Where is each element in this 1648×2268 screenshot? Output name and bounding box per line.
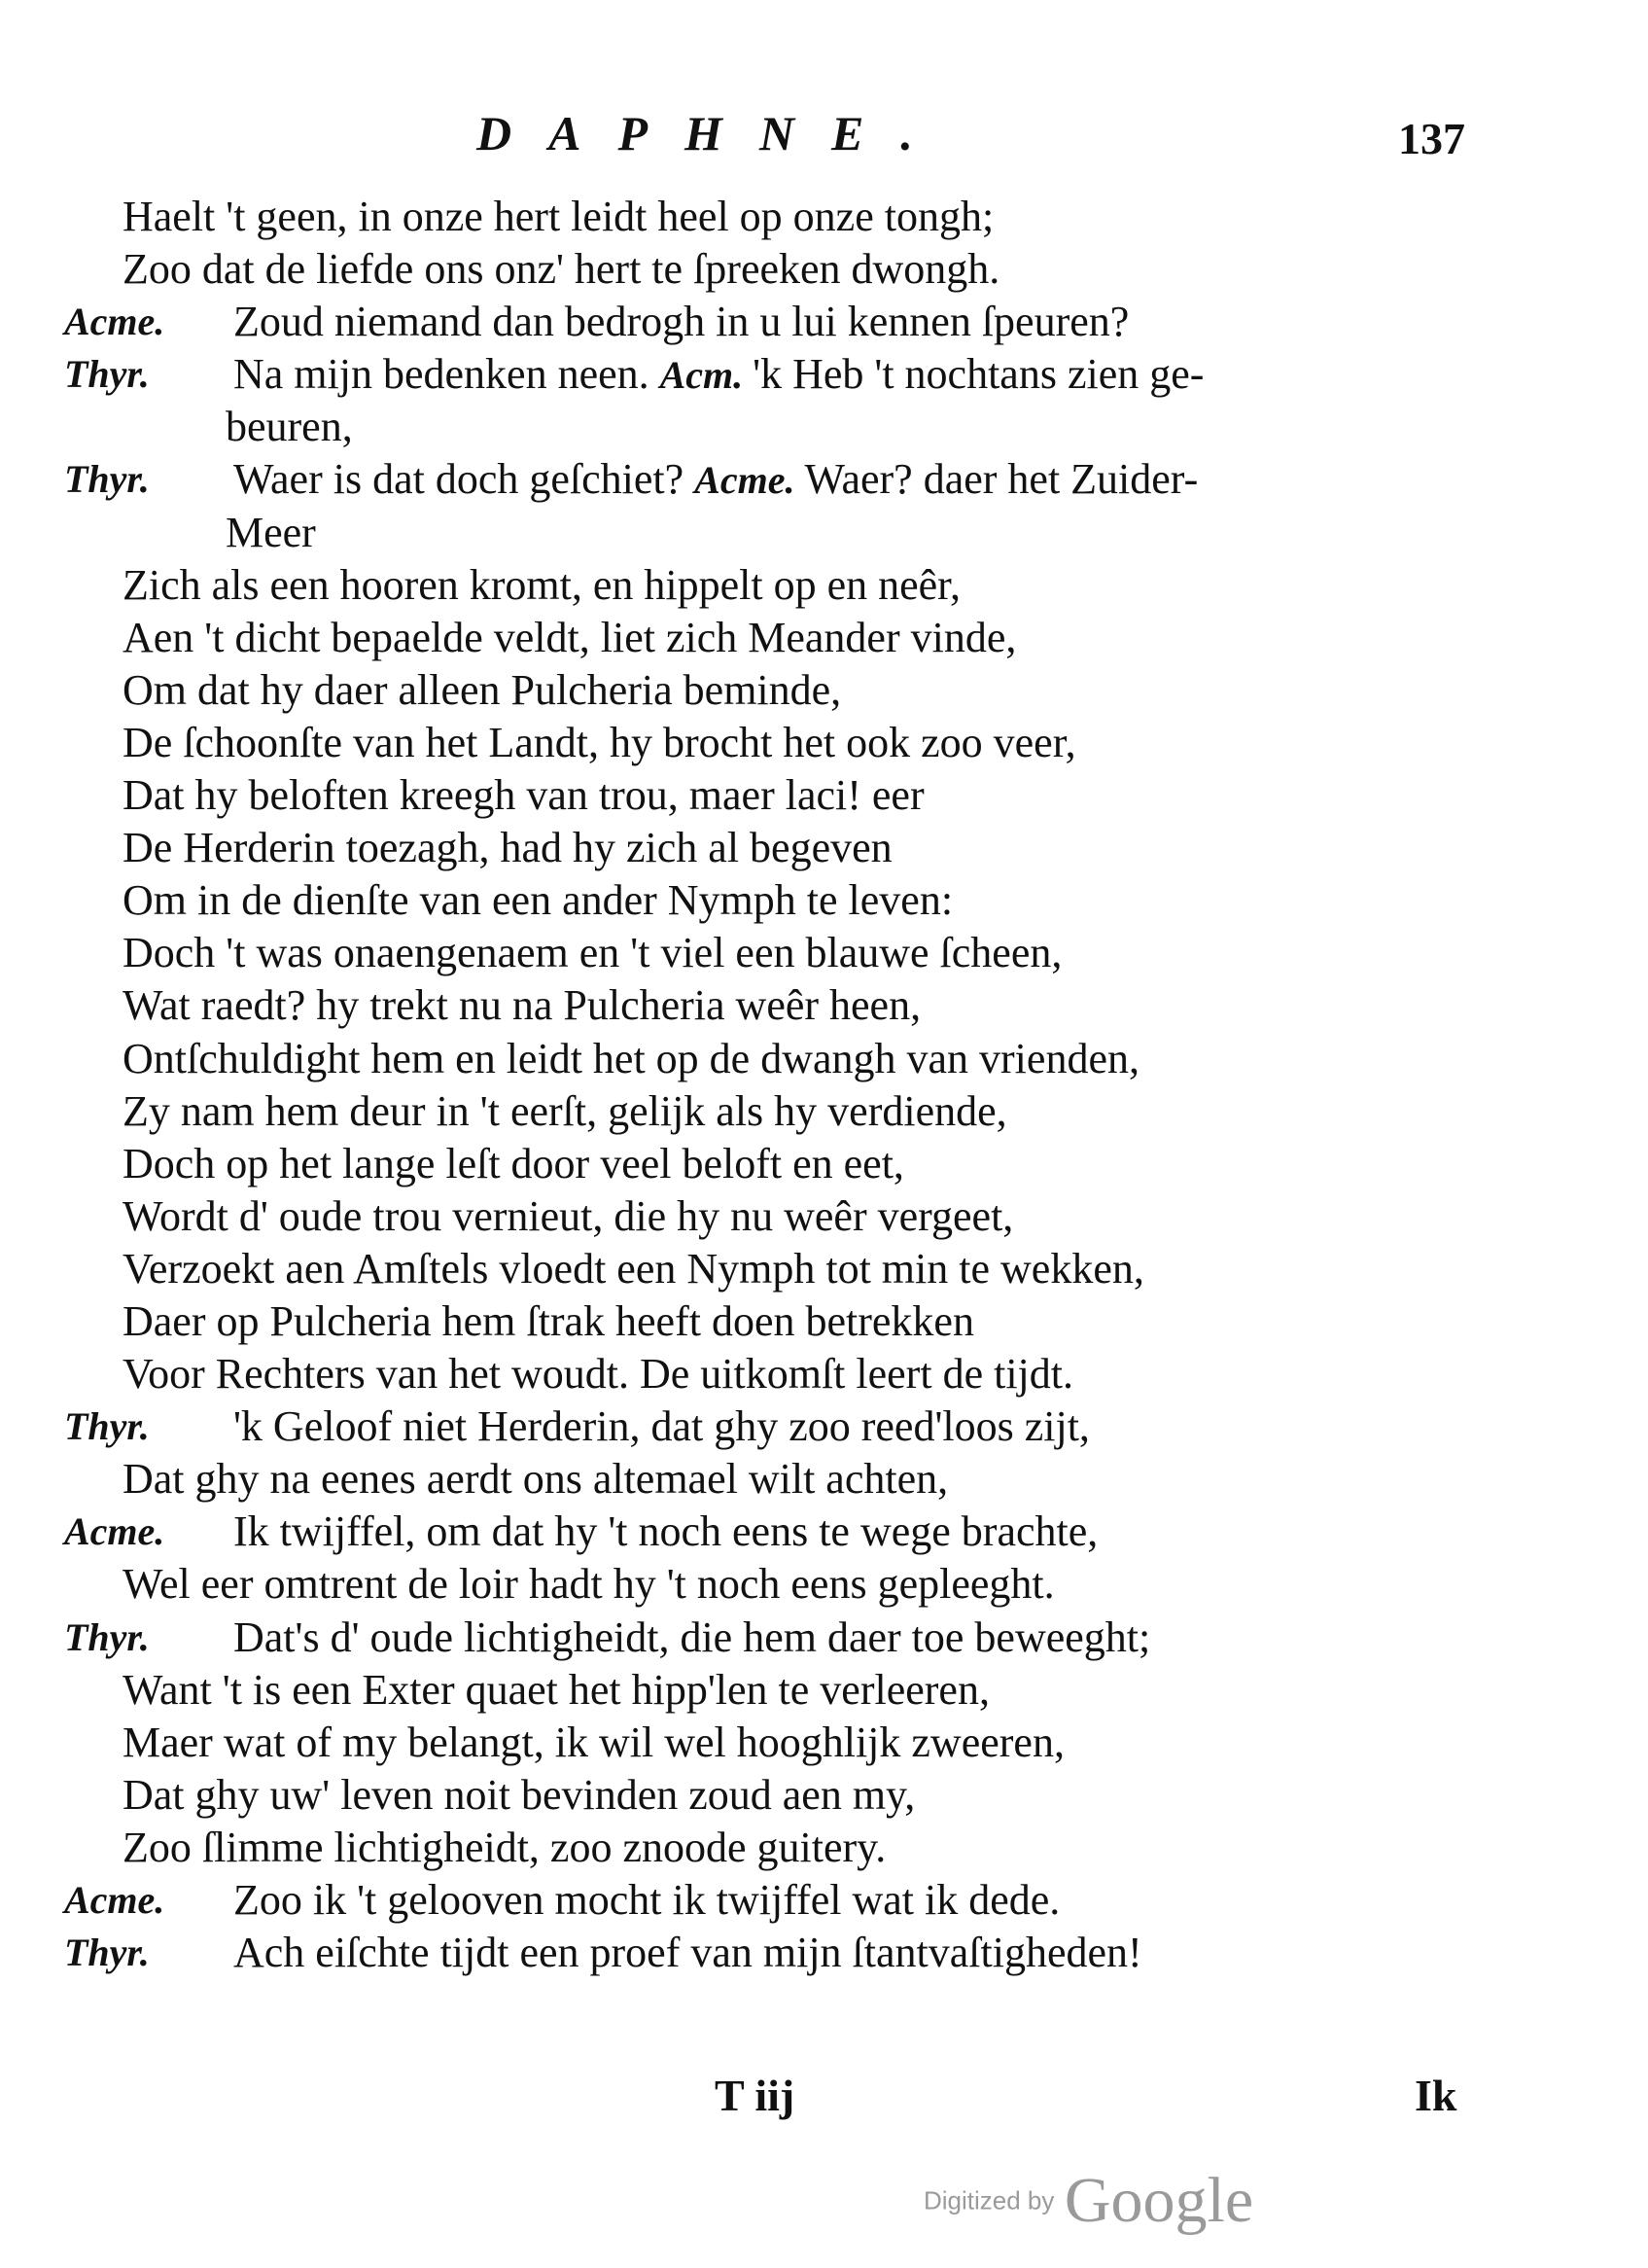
verse-text	[123, 559, 961, 612]
verse-text-part: Want 't is een Exter quaet het hipp'len te verleeren,	[123, 1665, 990, 1714]
verse-text-part: Maer wat of my belangt, ik wil wel hooghlijk zweeren,	[123, 1718, 1065, 1766]
speaker-label: Acme.	[64, 300, 165, 344]
speaker-label: Thyr.	[64, 1614, 150, 1659]
verse-line	[0, 1243, 1648, 1295]
verse-text	[233, 348, 1204, 402]
verse-text	[123, 1348, 1073, 1400]
verse-text	[123, 769, 925, 822]
verse-text	[123, 191, 994, 243]
verse-text-part: 'k Geloof niet Herderin, dat ghy zoo reed'loos zijt,	[233, 1402, 1090, 1451]
verse-text-part: Na mijn bedenken neen.	[233, 350, 649, 399]
verse-text-part: Dat's d' oude lichtigheidt, die hem daer toe beweeght;	[233, 1612, 1151, 1661]
page-footer	[0, 2070, 1648, 2128]
verse-text	[233, 1874, 1060, 1927]
verse-text-part: Verzoekt aen Amſtels vloedt een Nymph tot min te wekken,	[123, 1244, 1144, 1293]
verse-line	[0, 927, 1648, 979]
verse-text	[233, 296, 1129, 348]
verse-text-part: Meer	[226, 508, 316, 556]
verse-text	[123, 1085, 1007, 1138]
verse-text-part: Aen 't dicht bepaelde veldt, liet zich Meander vinde,	[123, 613, 1017, 661]
verse-text-part: Ik twijffel, om dat hy 't noch eens te wege brachte,	[233, 1507, 1099, 1556]
verse-text-part: Waer? daer het Zuider-	[804, 455, 1199, 504]
verse-body	[0, 191, 1648, 1979]
verse-line	[0, 1138, 1648, 1190]
verse-line	[0, 191, 1648, 243]
verse-text	[233, 1506, 1098, 1558]
verse-line	[0, 1295, 1648, 1348]
verse-line	[0, 717, 1648, 769]
speaker-label: Acme.	[64, 1509, 165, 1554]
verse-text-part: De Herderin toezagh, had hy zich al begeven	[123, 824, 893, 872]
verse-text	[233, 1400, 1090, 1453]
page-number: 137	[1398, 114, 1465, 163]
verse-line	[0, 243, 1648, 296]
verse-text	[233, 1612, 1150, 1664]
verse-text	[123, 979, 921, 1032]
verse-text	[123, 1295, 974, 1348]
verse-text-part: Daer op Pulcheria hem ſtrak heeft doen betrekken	[123, 1296, 974, 1345]
verse-text-part: beuren,	[226, 403, 353, 451]
verse-line	[0, 1506, 1648, 1558]
verse-text	[123, 243, 999, 296]
verse-line	[0, 1927, 1648, 1979]
verse-text-part: Zoud niemand dan bedrogh in u lui kennen ſpeuren?	[233, 298, 1130, 346]
verse-text-part: Zoo ſlimme lichtigheidt, zoo znoode guitery.	[123, 1823, 887, 1871]
verse-text	[226, 507, 316, 559]
verse-text	[123, 1664, 990, 1717]
verse-text	[123, 612, 1016, 664]
verse-line	[0, 664, 1648, 717]
verse-line	[0, 401, 1648, 453]
verse-text-part: Waer is dat doch geſchiet?	[233, 455, 684, 504]
verse-text-part: 'k Heb 't nochtans zien ge-	[753, 350, 1205, 399]
verse-line	[0, 559, 1648, 612]
verse-text-part: Haelt 't geen, in onze hert leidt heel op onze tongh;	[123, 193, 995, 240]
verse-text	[123, 1558, 1055, 1611]
verse-line	[0, 979, 1648, 1032]
verse-text	[123, 717, 1076, 769]
verse-line	[0, 1400, 1648, 1453]
verse-text	[123, 1190, 1013, 1243]
watermark-prefix: Digitized by	[924, 2185, 1055, 2215]
verse-text	[123, 1138, 904, 1190]
speaker-label: Acm.	[659, 353, 744, 398]
verse-text-part: Ontſchuldight hem en leidt het op de dwangh van vrienden,	[123, 1034, 1140, 1082]
verse-line	[0, 1717, 1648, 1769]
verse-line	[0, 1033, 1648, 1085]
verse-line	[0, 1822, 1648, 1874]
verse-line	[0, 1769, 1648, 1822]
verse-line	[0, 1558, 1648, 1611]
verse-text	[123, 927, 1062, 979]
verse-text-part: Dat ghy uw' leven noit bevinden zoud aen my,	[123, 1770, 916, 1819]
verse-text	[123, 822, 893, 874]
speaker-label: Acme.	[64, 1878, 165, 1922]
catchword: Ik	[1415, 2071, 1457, 2120]
speaker-label: Thyr.	[64, 1931, 150, 1975]
verse-text-part: De ſchoonſte van het Landt, hy brocht het ook zoo veer,	[123, 718, 1076, 766]
verse-text-part: Om in de dienſte van een ander Nymph te leven:	[123, 876, 954, 925]
verse-text	[233, 1927, 1142, 1979]
verse-text	[226, 401, 353, 453]
google-logo: Google	[1064, 2165, 1254, 2236]
verse-line	[0, 1085, 1648, 1138]
verse-line	[0, 822, 1648, 874]
verse-text-part: Zy nam hem deur in 't eerſt, gelijk als hy verdiende,	[123, 1086, 1007, 1135]
verse-text	[123, 1243, 1144, 1295]
digitized-watermark	[924, 2164, 1253, 2238]
verse-line	[0, 1874, 1648, 1927]
verse-line	[0, 612, 1648, 664]
verse-line	[0, 348, 1648, 401]
verse-text-part: Wel eer omtrent de loir hadt hy 't noch eens gepleeght.	[123, 1560, 1055, 1609]
verse-line	[0, 874, 1648, 927]
verse-text-part: Om dat hy daer alleen Pulcheria beminde,	[123, 665, 842, 714]
verse-text	[123, 1822, 886, 1874]
verse-line	[0, 1664, 1648, 1717]
speaker-label: Acme.	[694, 458, 795, 503]
verse-text	[123, 874, 953, 927]
verse-text	[233, 453, 1198, 507]
verse-text-part: Dat ghy na eenes aerdt ons altemael wilt achten,	[123, 1455, 949, 1504]
verse-line	[0, 296, 1648, 348]
verse-line	[0, 1190, 1648, 1243]
speaker-label: Thyr.	[64, 457, 150, 502]
verse-line	[0, 1453, 1648, 1506]
signature-mark: T iij	[715, 2071, 795, 2120]
verse-text-part: Doch 't was onaengenaem en 't viel een blauwe ſcheen,	[123, 929, 1063, 977]
verse-line	[0, 507, 1648, 559]
verse-text-part: Wordt d' oude trou vernieut, die hy nu weêr vergeet,	[123, 1191, 1014, 1240]
verse-text	[123, 1717, 1065, 1769]
verse-line	[0, 1612, 1648, 1664]
verse-text-part: Zich als een hooren kromt, en hippelt op en neêr,	[123, 560, 962, 609]
verse-line	[0, 453, 1648, 506]
verse-text-part: Dat hy beloften kreegh van trou, maer laci! eer	[123, 771, 925, 820]
verse-text-part: Zoo dat de liefde ons onz' hert te ſpreeken dwongh.	[123, 245, 1000, 294]
verse-line	[0, 769, 1648, 822]
verse-line	[0, 1348, 1648, 1400]
running-title: DAPHNE.	[476, 106, 950, 160]
verse-text-part: Doch op het lange leſt door veel beloft en eet,	[123, 1139, 904, 1187]
verse-text	[123, 1033, 1140, 1085]
verse-text-part: Ach eiſchte tijdt een proef van mijn ſtantvaſtigheden!	[233, 1929, 1142, 1977]
speaker-label: Thyr.	[64, 352, 150, 397]
verse-text	[123, 1453, 948, 1506]
speaker-label: Thyr.	[64, 1404, 150, 1449]
verse-text	[123, 664, 841, 717]
verse-text-part: Wat raedt? hy trekt nu na Pulcheria weêr heen,	[123, 981, 922, 1030]
verse-text	[123, 1769, 915, 1822]
verse-text-part: Voor Rechters van het woudt. De uitkomſt leert de tijdt.	[123, 1350, 1073, 1399]
verse-text-part: Zoo ik 't gelooven mocht ik twijffel wat ik dede.	[233, 1876, 1061, 1924]
